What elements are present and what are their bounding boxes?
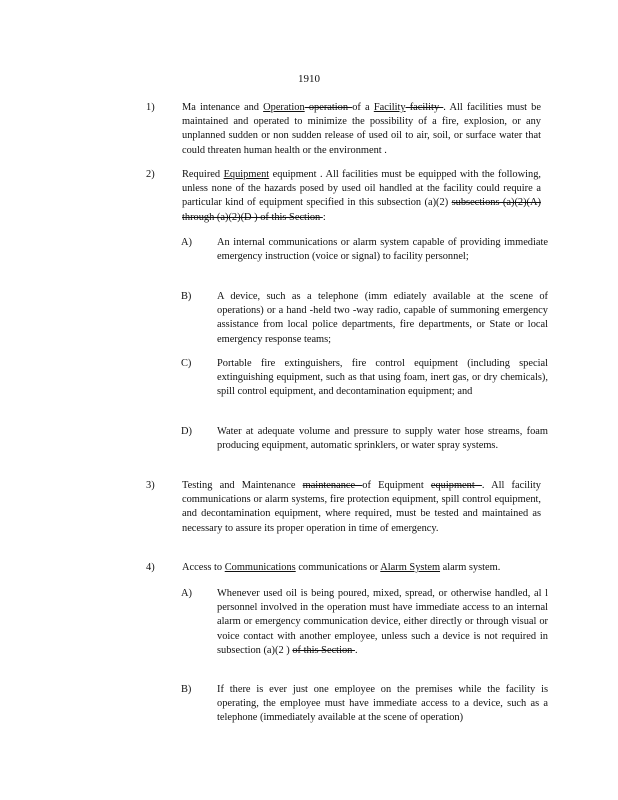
subitem-text: Whenever used oil is being poured, mixed, spread, or otherwise handled, al l personnel involved in the operation must have immediate access to an internal alarm or emergency communication device, either directly or through visual or voice contact with another employee, unless such a device is not required in subsection (a)(2 ) of this Section .	[217, 588, 548, 656]
subitem-text: Water at adequate volume and pressure to supply water hose streams, foam producing equipment, automatic sprinklers, or water spray systems.	[217, 426, 548, 452]
section-number: 2)	[146, 169, 155, 180]
subitem-text: Portable fire extinguishers, fire control equipment (including special extinguishing equipment, such as that using foam, inert gas, or dry chemicals), spill control equipment, and decontamination equipment; and	[217, 358, 548, 398]
subitem-text: If there is ever just one employee on the premises while the facility is operating, the employee must have immediate access to a device, such as a telephone (immediately available at the scene of operation)	[217, 684, 548, 724]
page-number: 1910	[298, 73, 320, 85]
section-text: Testing and Maintenance maintenance of Equipment equipment . All facility communications or alarm systems, fire protection equipment, spill control equipment, and decontamination equipment, where required, must be tested and maintained as necessary to assure its proper operation in time of emergency.	[182, 480, 541, 534]
section-number: 3)	[146, 480, 155, 491]
section-text: Ma intenance and Operation operation of a Facility facility . All facilities must be maintained and operated to minimize the possibility of a fire, explosion, or any unplanned sudden or non sudden release of used oil to air, soil, or surface water that could threaten human health or the environment .	[182, 102, 541, 156]
subitem-text: A device, such as a telephone (imm ediately available at the scene of operations) or a hand -held two -way radio, capable of summoning emergency assistance from local police departments, fire departments, or State or local emergency response teams;	[217, 291, 548, 345]
section-number: 1)	[146, 102, 155, 113]
subitem-number: B)	[181, 291, 192, 302]
subitem-number: D)	[181, 426, 192, 437]
subitem-text: An internal communications or alarm system capable of providing immediate emergency instruction (voice or signal) to facility personnel;	[217, 237, 548, 263]
subitem-number: A)	[181, 237, 192, 248]
subitem-number: B)	[181, 684, 192, 695]
subitem-number: A)	[181, 588, 192, 599]
subitem-number: C)	[181, 358, 192, 369]
section-text: Required Equipment equipment . All facilities must be equipped with the following, unless none of the hazards posed by used oil handled at the facility could require a particular kind of equipment specified in this subsection (a)(2) subsections (a)(2)(A) through (a)(2)(D ) of this Section :	[182, 169, 542, 223]
section-text: Access to Communications communications or Alarm System alarm system.	[182, 562, 501, 573]
section-number: 4)	[146, 562, 155, 573]
